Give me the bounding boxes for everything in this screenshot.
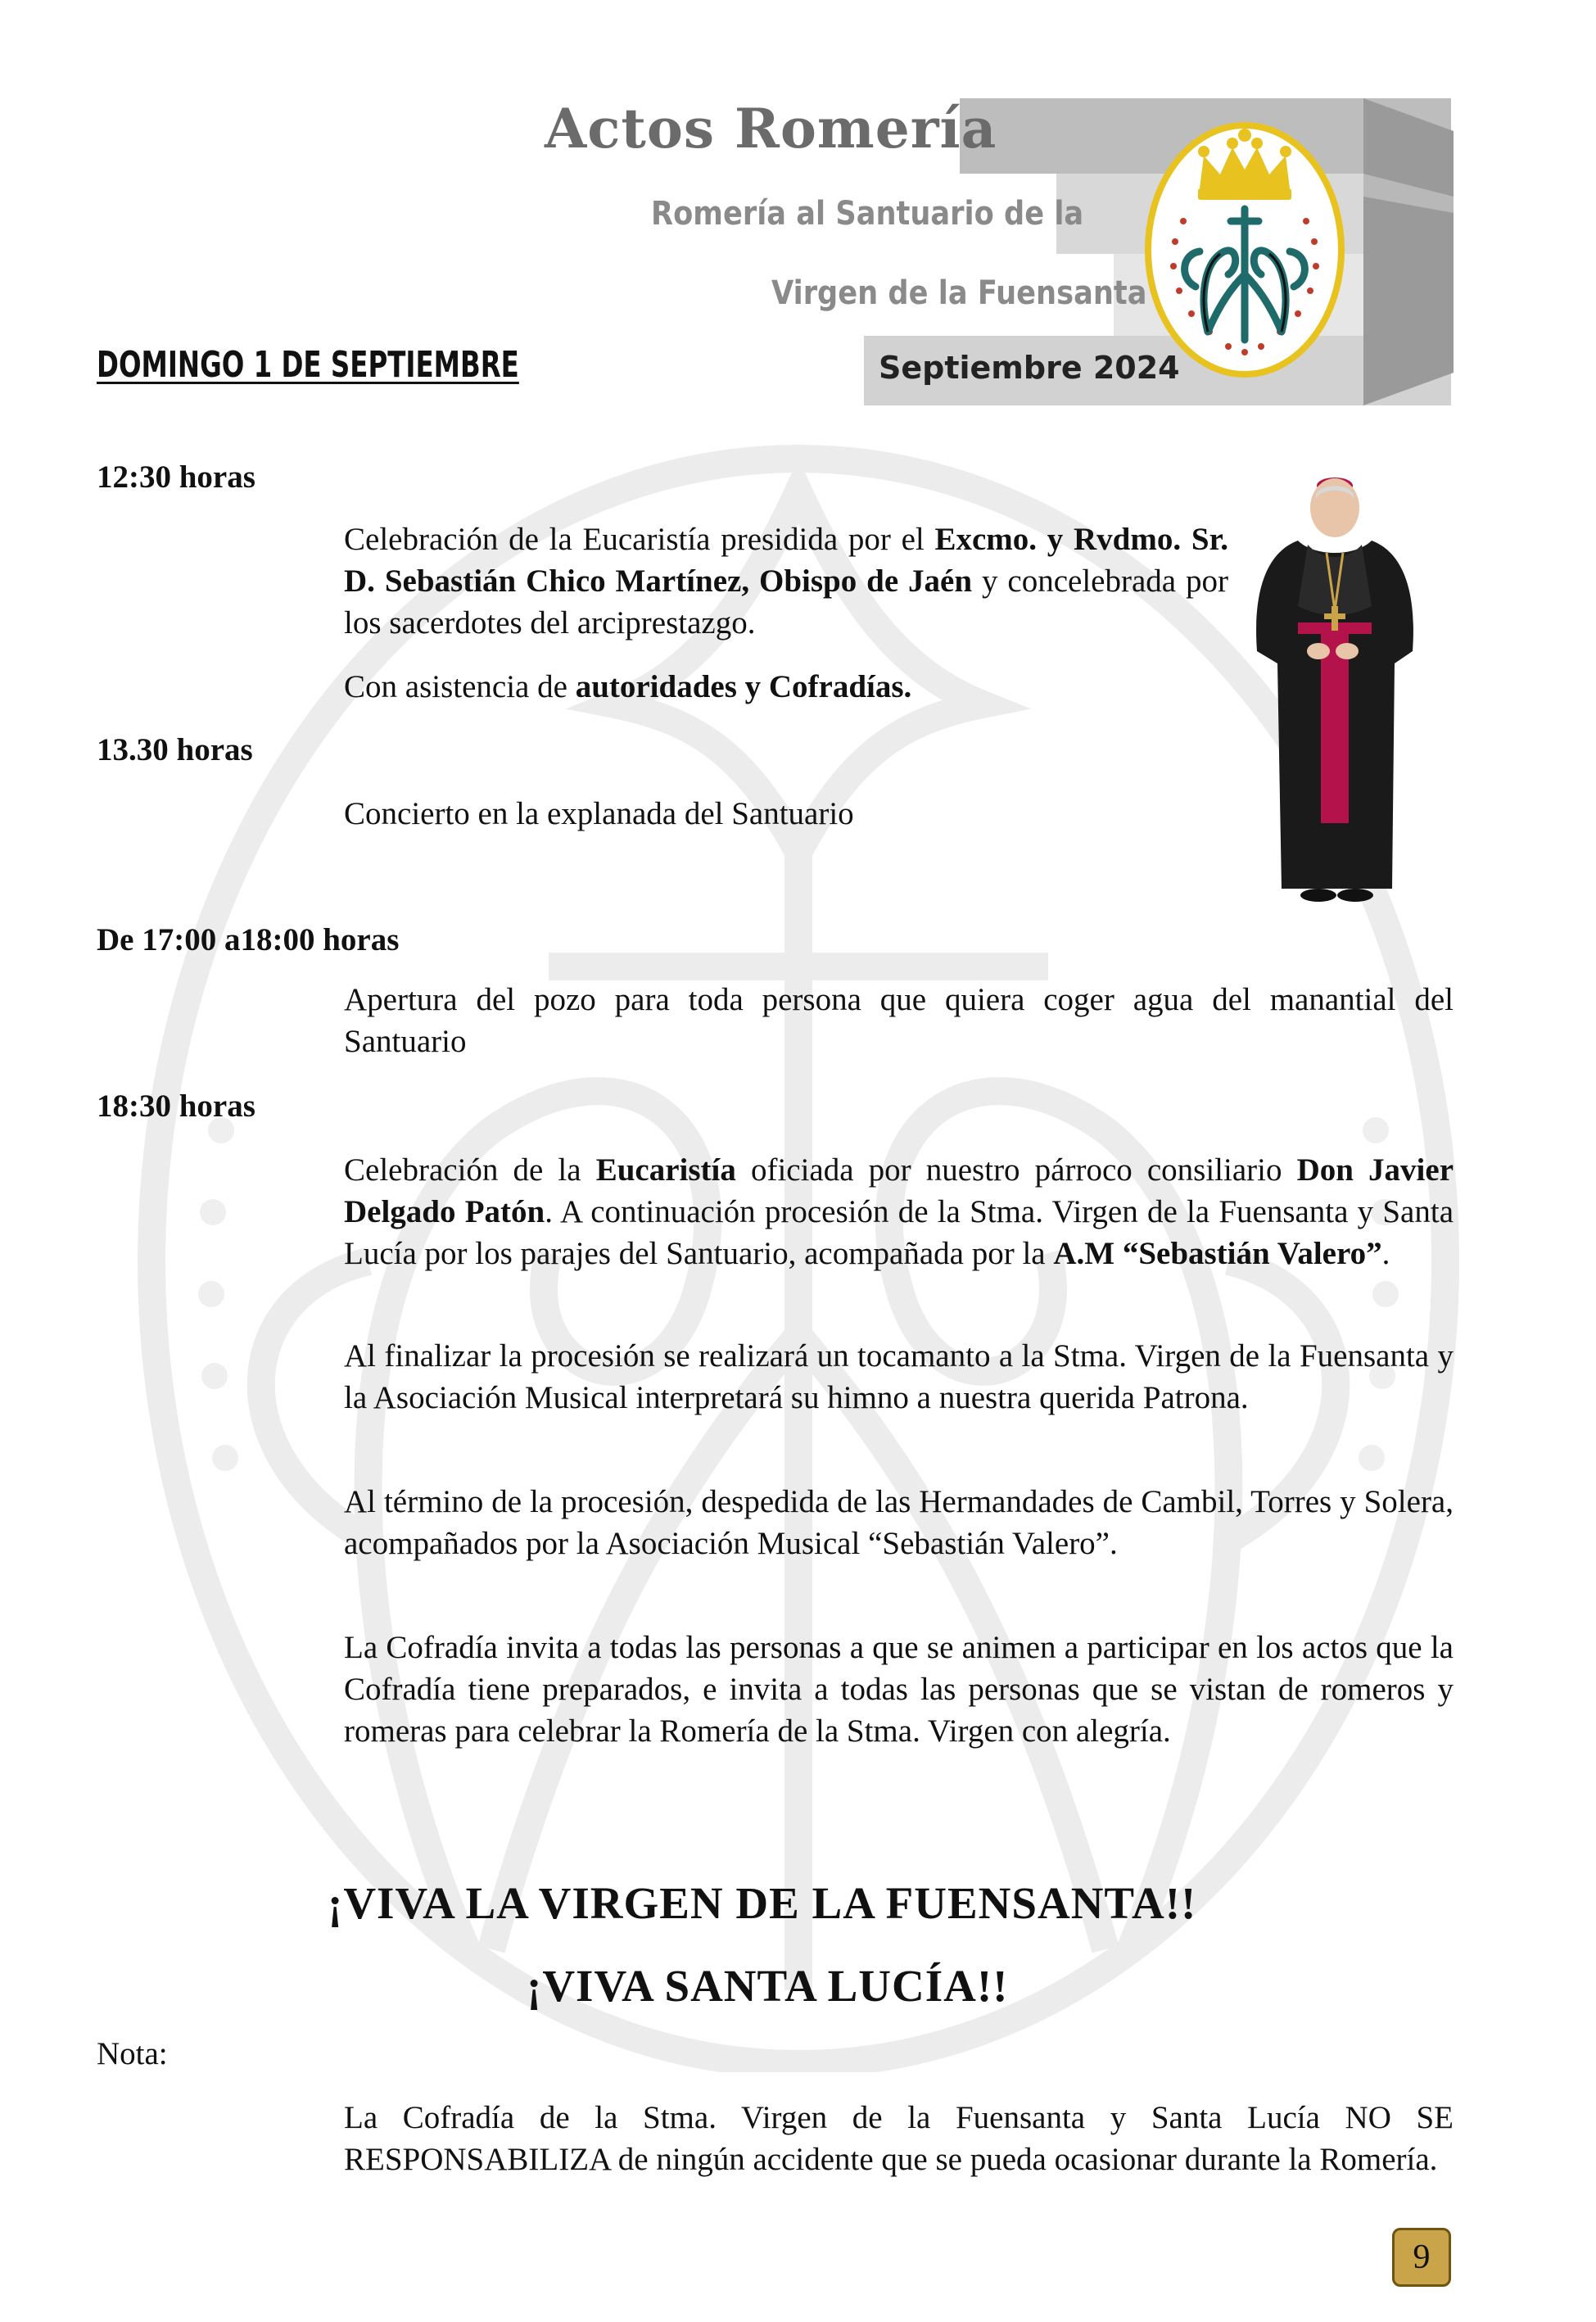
event-1230-paragraph-2: Con asistencia de autoridades y Cofradías. xyxy=(344,669,912,704)
bishop-portrait-photo xyxy=(1249,463,1421,909)
day-heading: DOMINGO 1 DE SEPTIEMBRE xyxy=(97,344,519,386)
header-date xyxy=(879,350,1180,386)
event-time-1700: De 17:00 a18:00 horas xyxy=(97,922,400,957)
event-1830-paragraph-1: Celebración de la Eucaristía oficiada por nuestro párroco consiliario Don Javier Delgado Patón. A continuación procesión de la Stma. Virgen de la Fuensanta y Santa Lucía por los parajes del Santuario, acompañada por la A.M “Sebastián Valero”. xyxy=(344,1152,1454,1271)
event-time-1830: 18:30 horas xyxy=(97,1089,255,1124)
header-cube-side xyxy=(1363,98,1454,405)
header-subtitle-line2: Virgen de la Fuensanta xyxy=(771,274,1147,312)
event-1830-paragraph-2: Al finalizar la procesión se realizará un tocamanto a la Stma. Virgen de la Fuensanta y la Asociación Musical interpretará su himno a nuestra querida Patrona. xyxy=(344,1338,1454,1415)
marian-monogram-crown-emblem-icon xyxy=(1142,111,1347,381)
header-date-year: 2024 xyxy=(1092,350,1180,386)
nota-text: La Cofradía de la Stma. Virgen de la Fuensanta y Santa Lucía NO SE RESPONSABILIZA de ningún accidente que se pueda ocasionar durante la Romería. xyxy=(344,2100,1454,2177)
event-1230-paragraph-1: Celebración de la Eucaristía presidida por el Excmo. y Rvdmo. Sr. D. Sebastián Chico Martínez, Obispo de Jaén y concelebrada por los sacerdotes del arciprestazgo. xyxy=(344,522,1228,640)
page-number-badge: 9 xyxy=(1392,2228,1451,2287)
event-time-1230: 12:30 horas xyxy=(97,459,255,495)
nota-label: Nota: xyxy=(97,2036,168,2071)
event-1700-paragraph-1: Apertura del pozo para toda persona que quiera coger agua del manantial del Santuario xyxy=(344,982,1454,1059)
viva-santa-lucia-heading: ¡VIVA SANTA LUCÍA!! xyxy=(527,1961,1009,2011)
event-time-1330: 13.30 horas xyxy=(97,732,253,767)
event-1830-paragraph-4: La Cofradía invita a todas las personas a que se animen a participar en los actos que la Cofradía tiene preparados, e invita a todas las personas que se vistan de romeros y romeras para celebrar la Romería de la Stma. Virgen con alegría. xyxy=(344,1630,1454,1749)
header-subtitle-line1: Romería al Santuario de la xyxy=(651,195,1084,233)
header-date-month: Septiembre xyxy=(879,350,1083,386)
viva-virgen-heading: ¡VIVA LA VIRGEN DE LA FUENSANTA!! xyxy=(328,1878,1197,1928)
event-1330-paragraph-1: Concierto en la explanada del Santuario xyxy=(344,796,854,831)
event-1830-paragraph-3: Al término de la procesión, despedida de las Hermandades de Cambil, Torres y Solera, acompañados por la Asociación Musical “Sebastián Valero”. xyxy=(344,1484,1454,1561)
page-title: Actos Romería xyxy=(545,97,997,161)
